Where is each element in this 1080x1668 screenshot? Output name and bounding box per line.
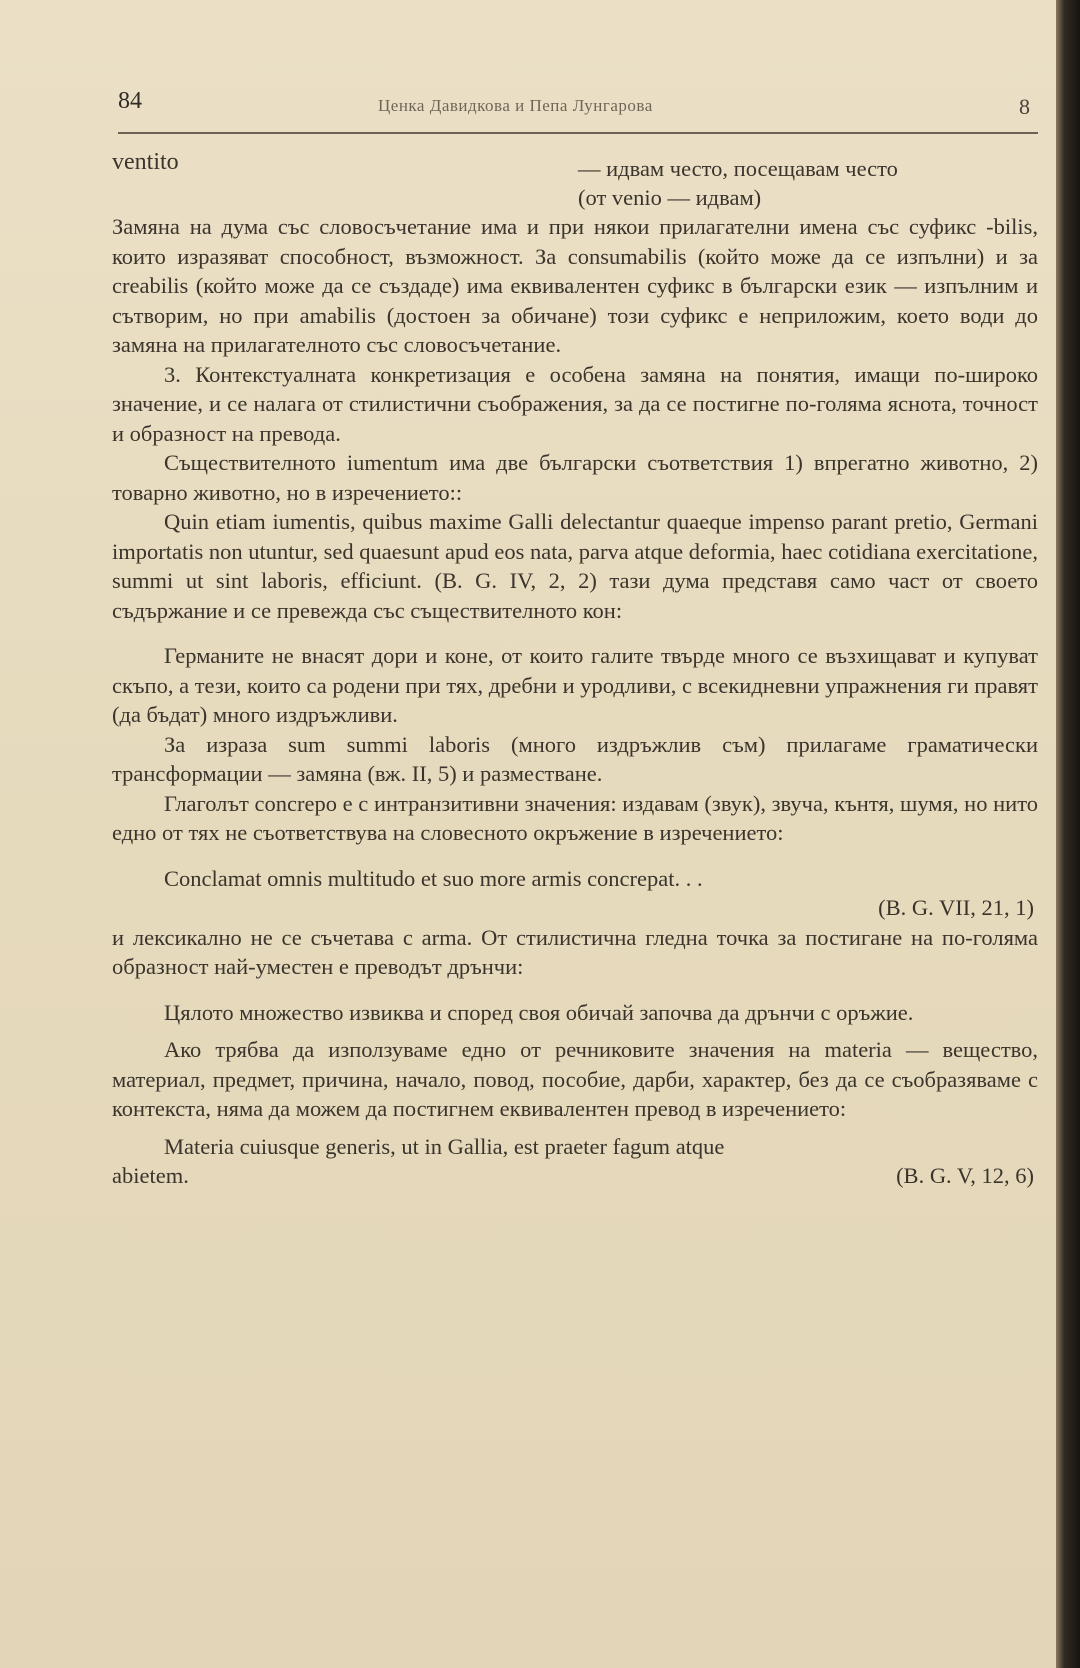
paragraph-arma: и лексикално не се съчетава с arma. От стилистична гледна точка за постигане на по-голяма образност най-уместен е преводът дрънчи: [112,924,1038,979]
running-title: Ценка Давидкова и Пепа Лунгарова [378,96,653,115]
header-rule [118,132,1038,134]
paragraph-latin-quote-1: Quin etiam iumentis, quibus maxime Galli delectantur quaeque impenso parant pretio, Germani importatis non utuntur, sed quaesunt apud eos nata, parva atque deformia, haec cotidiana exercitatione, summi ut sint laboris, efficiunt. (B. G. IV, 2, 2) тази дума представя само част от своето съдържание и се превежда със съществителното кон: [112,509,1038,623]
spacer [112,848,1038,864]
latin-quote-2-citation: (B. G. VII, 21, 1) [878,895,1034,920]
definition-line-1: — идвам често, посещавам често [578,156,898,181]
paragraph-contextual: 3. Контекстуалната конкретизация е особена замяна на понятия, имащи по-широко значение, и се налага от стилистични съображения, за да се постигне по-голяма яснота, точност и образност на превода. [112,361,1038,446]
headword-entry [112,144,1038,212]
spacer [112,625,1038,641]
definition-line-2: (от venio — идвам) [578,185,762,210]
page-number: 84 [118,88,142,114]
latin-quote-2 [112,864,1038,894]
translation-quote-2: Цялото множество извиква и според своя обичай започва да дрънчи с оръжие. [164,999,914,1025]
page-header [118,88,1038,128]
paragraph-suffix-bilis: Замяна на дума със словосъчетание има и при някои прилагателни имена със суфикс -bilis, които изразяват способност, възможност. За consumabilis (който може да се изпълни) и за creabilis (който може да се създаде) има еквивалентен суфикс в български език — изпълним и сътворим, но при amabilis (достоен за обичане) този суфикс е неприложим, което води до замяна на прилагателното със словосъчетание. [112,214,1038,357]
latin-quote-3-end: abietem. [112,1163,189,1188]
right-margin-mark: 8 [1019,94,1030,119]
latin-quote-3-citation: (B. G. V, 12, 6) [896,1163,1034,1188]
paragraph-sum-summi: За израза sum summi laboris (много издръжлив съм) прилагаме граматически трансформации — замяна (вж. II, 5) и разместване. [112,731,1038,786]
paragraph-materia: Ако трябва да използуваме едно от речниковите значения на materia — вещество, материал, предмет, причина, начало, повод, пособие, дарби, характер, без да се съобразяваме с контекста, няма да можем да постигнем еквивалентен превод в изречението: [112,1037,1038,1121]
spacer [112,1124,1038,1132]
latin-quote-2-text: Conclamat omnis multitudo et suo more armis concrepat. . . [164,865,703,891]
page-edge-shadow [1056,0,1080,1668]
latin-quote-3-last-line [112,1161,1038,1191]
spacer [112,1027,1038,1035]
latin-quote-3: Materia cuiusque generis, ut in Gallia, est praeter fagum atque [164,1133,725,1159]
spacer [112,982,1038,998]
paragraph-iumentum: Съществителното iumentum има две български съответствия 1) впрегатно животно, 2) товарно животно, но в изречението:: [112,450,1038,505]
headword-definition [578,144,1038,212]
translation-quote-1: Германите не внасят дори и коне, от които галите твърде много се възхищават и купуват скъпо, а тези, които са родени при тях, дребни и уродливи, с всекидневни упражнения ги правят (да бъдат) много издръжливи. [112,643,1038,727]
paragraph-concrepo: Глаголът concrepo е с интранзитивни значения: издавам (звук), звуча, кънтя, шумя, но нито едно от тях не съответствува на словесното окръжение в изречението: [112,790,1038,845]
page-body [112,144,1038,1191]
headword-term: ventito [112,149,179,175]
